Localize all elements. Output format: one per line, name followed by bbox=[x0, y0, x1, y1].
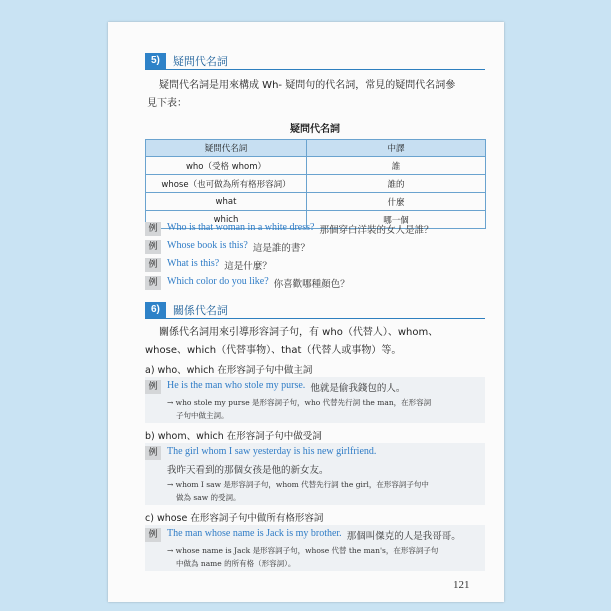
section-6-paragraph bbox=[145, 324, 495, 360]
note-b-line2: 做為 saw 的受詞。 bbox=[176, 493, 241, 502]
example-chinese: 他就是偷我錢包的人。 bbox=[310, 383, 406, 394]
example-row bbox=[145, 258, 272, 272]
example-chinese: 我昨天看到的那個女孩是他的新女友。 bbox=[167, 465, 329, 476]
section-6-paragraph-line2: whose、which（代替事物）、that（代替人或事物）等。 bbox=[145, 345, 402, 356]
section-5-number: 5) bbox=[145, 53, 166, 69]
note-a bbox=[167, 396, 485, 422]
page-number: 121 bbox=[453, 579, 470, 591]
table-cell-translation: 誰 bbox=[307, 157, 486, 175]
book-page bbox=[108, 22, 504, 602]
example-tag: 例 bbox=[145, 258, 161, 272]
section-5-heading bbox=[145, 52, 485, 70]
note-c-line1: → whose name is Jack 是形容詞子句，whose 代替 the man's，在形容詞子句 bbox=[167, 546, 439, 555]
note-c bbox=[167, 544, 485, 570]
table-cell-translation: 哪一個 bbox=[307, 211, 486, 229]
table-cell-pronoun: which bbox=[146, 211, 307, 229]
table-row bbox=[146, 157, 486, 175]
table-header-row bbox=[146, 140, 486, 157]
note-c-line2: 中做為 name 的所有格（形容詞）。 bbox=[176, 559, 296, 568]
example-chinese: 那個穿白洋裝的女人是誰？ bbox=[319, 225, 434, 236]
table-cell-pronoun: what bbox=[146, 193, 307, 211]
example-chinese: 那個叫傑克的人是我哥哥。 bbox=[346, 531, 461, 542]
subheading-c: c) whose 在形容詞子句中做所有格形容詞 bbox=[145, 513, 324, 524]
pronoun-table bbox=[145, 139, 486, 229]
example-row bbox=[145, 528, 485, 542]
example-chinese: 這是誰的書？ bbox=[252, 243, 310, 254]
subheading-b: b) whom、which 在形容詞子句中做受詞 bbox=[145, 431, 322, 442]
example-row bbox=[145, 240, 310, 254]
example-english: The girl whom I saw yesterday is his new girlfriend. bbox=[167, 446, 377, 457]
table-cell-pronoun: who（受格 whom） bbox=[146, 157, 307, 175]
example-chinese: 你喜歡哪種顏色？ bbox=[273, 279, 350, 290]
example-tag: 例 bbox=[145, 240, 161, 254]
example-row bbox=[145, 276, 350, 290]
section-5-paragraph-line2: 見下表： bbox=[147, 98, 187, 109]
example-english: Whose book is this? bbox=[167, 240, 248, 251]
section-5-title: 疑問代名詞 bbox=[172, 54, 228, 68]
example-english: Which color do you like? bbox=[167, 276, 269, 287]
example-english: He is the man who stole my purse. bbox=[167, 380, 306, 391]
note-a-line1: → who stole my purse 是形容詞子句，who 代替先行詞 the man，在形容詞 bbox=[167, 398, 432, 407]
section-6-paragraph-line1: 關係代名詞用來引導形容詞子句，有 who（代替人）、whom、 bbox=[159, 327, 439, 338]
note-b-line1: → whom I saw 是形容詞子句，whom 代替先行詞 the girl，在形容詞子句中 bbox=[167, 480, 429, 489]
section-6-number: 6) bbox=[145, 302, 166, 318]
table-header-translation: 中譯 bbox=[307, 140, 486, 157]
table-cell-translation: 誰的 bbox=[307, 175, 486, 193]
example-tag: 例 bbox=[145, 380, 161, 394]
example-tag: 例 bbox=[145, 276, 161, 290]
note-b bbox=[167, 478, 485, 504]
example-row bbox=[145, 222, 433, 236]
example-english: Who is that woman in a white dress? bbox=[167, 222, 315, 233]
example-box-b bbox=[145, 443, 485, 505]
table-title: 疑問代名詞 bbox=[290, 124, 340, 135]
table-cell-translation: 什麼 bbox=[307, 193, 486, 211]
section-5-paragraph-line1: 疑問代名詞是用來構成 Wh- 疑問句的代名詞，常見的疑問代名詞參 bbox=[159, 80, 456, 91]
table-row bbox=[146, 193, 486, 211]
example-english: What is this? bbox=[167, 258, 220, 269]
example-row bbox=[145, 446, 485, 460]
example-box-c bbox=[145, 525, 485, 571]
note-a-line2: 子句中做主詞。 bbox=[176, 411, 229, 420]
example-english: The man whose name is Jack is my brother. bbox=[167, 528, 342, 539]
example-row bbox=[145, 380, 485, 394]
example-tag: 例 bbox=[145, 528, 161, 542]
subheading-a: a) who、which 在形容詞子句中做主詞 bbox=[145, 365, 313, 376]
section-5-paragraph bbox=[147, 77, 494, 113]
table-header-pronoun: 疑問代名詞 bbox=[146, 140, 307, 157]
example-tag: 例 bbox=[145, 222, 161, 236]
section-6-title: 關係代名詞 bbox=[172, 303, 228, 317]
example-box-a bbox=[145, 377, 485, 423]
table-row bbox=[146, 175, 486, 193]
section-6-heading bbox=[145, 301, 485, 319]
example-chinese: 這是什麼？ bbox=[224, 261, 272, 272]
example-tag: 例 bbox=[145, 446, 161, 460]
table-cell-pronoun: whose（也可做為所有格形容詞） bbox=[146, 175, 307, 193]
